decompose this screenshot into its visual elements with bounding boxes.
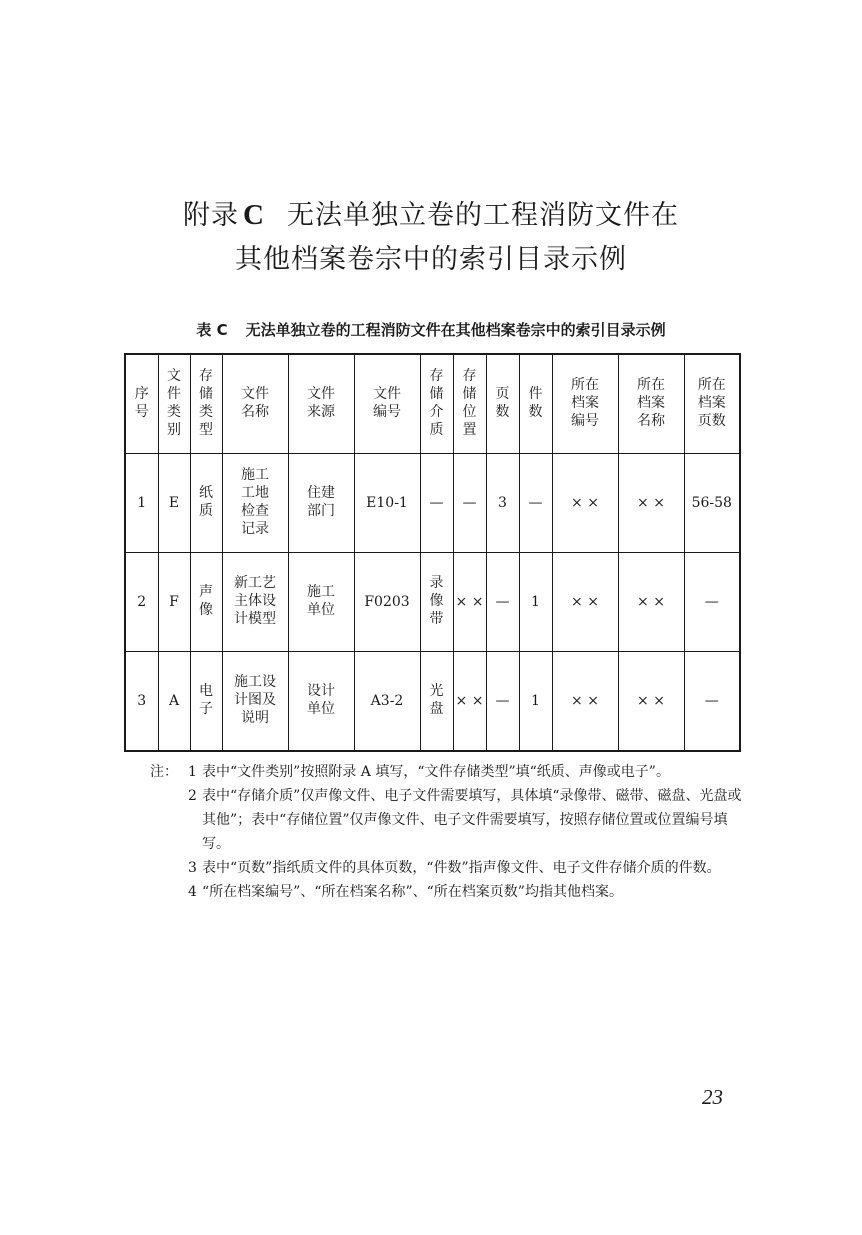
table-cell: 光盘 [420, 652, 453, 752]
table-cell: — [684, 553, 740, 652]
header-cell: 文件类别 [158, 354, 190, 454]
table-cell: — [519, 454, 552, 553]
table-cell: — [420, 454, 453, 553]
note-text: 表中“页数”指纸质文件的具体页数，“件数”指声像文件、电子文件存储介质的件数。 [202, 860, 721, 876]
table-caption [0, 319, 862, 340]
appendix-title-text: 无法单独立卷的工程消防文件在 [286, 200, 679, 231]
table-cell: E [158, 454, 190, 553]
table-notes [150, 760, 742, 904]
header-cell: 所在档案编号 [552, 354, 618, 454]
table-cell: 1 [519, 652, 552, 752]
table-cell: 设计单位 [288, 652, 354, 752]
header-cell: 文件编号 [354, 354, 420, 454]
table-cell: × × [618, 454, 684, 553]
table-cell: 声像 [190, 553, 222, 652]
note-item [150, 760, 742, 784]
table-cell: — [486, 652, 519, 752]
table-cell: × × [552, 454, 618, 553]
note-text: 表中“文件类别”按照附录 A 填写，“文件存储类型”填“纸质、声像或电子”。 [202, 764, 670, 780]
table-cell: A3-2 [354, 652, 420, 752]
table-cell: E10-1 [354, 454, 420, 553]
table-header-row [125, 354, 740, 454]
header-cell: 文件名称 [222, 354, 288, 454]
table-row [125, 652, 740, 752]
table-cell: 56-58 [684, 454, 740, 553]
table-cell: × × [552, 553, 618, 652]
table-caption-code: 表 C [196, 321, 228, 339]
index-table [124, 353, 741, 752]
table-cell: 2 [125, 553, 158, 652]
table-cell: 电子 [190, 652, 222, 752]
header-cell: 存储介质 [420, 354, 453, 454]
note-number: 3 [188, 860, 197, 876]
table-cell: × × [453, 553, 486, 652]
note-text: “所在档案编号”、“所在档案名称”、“所在档案页数”均指其他档案。 [202, 884, 623, 900]
table-cell: × × [453, 652, 486, 752]
table-cell: × × [618, 553, 684, 652]
table-caption-text: 无法单独立卷的工程消防文件在其他档案卷宗中的索引目录示例 [245, 321, 666, 339]
table-cell: 施工单位 [288, 553, 354, 652]
table-cell: × × [618, 652, 684, 752]
table-cell: F0203 [354, 553, 420, 652]
table-cell: — [486, 553, 519, 652]
table-cell: 1 [125, 454, 158, 553]
table-cell: 住建部门 [288, 454, 354, 553]
appendix-title [0, 193, 862, 282]
table-cell: 录像带 [420, 553, 453, 652]
page-number: 23 [702, 1085, 723, 1109]
note-text: 表中“存储介质”仅声像文件、电子文件需要填写，具体填“录像带、磁带、磁盘、光盘或其他”；表中“存储位置”仅声像文件、电子文件需要填写，按照存储位置或位置编号填写。 [202, 788, 742, 852]
note-item [150, 856, 742, 880]
table-cell: 3 [125, 652, 158, 752]
table-cell: 施工设计图及说明 [222, 652, 288, 752]
header-cell: 所在档案名称 [618, 354, 684, 454]
table-row [125, 553, 740, 652]
table-cell: — [453, 454, 486, 553]
header-cell: 页数 [486, 354, 519, 454]
header-cell: 所在档案页数 [684, 354, 740, 454]
note-item [150, 784, 742, 856]
note-number: 1 [188, 764, 197, 780]
appendix-code: C [243, 199, 265, 231]
table-cell: A [158, 652, 190, 752]
table-cell: 纸质 [190, 454, 222, 553]
note-number: 4 [188, 884, 197, 900]
header-cell: 件数 [519, 354, 552, 454]
table-row [125, 454, 740, 553]
note-item [150, 880, 742, 904]
table-cell: — [684, 652, 740, 752]
appendix-title-line1 [0, 193, 862, 238]
table-cell: 1 [519, 553, 552, 652]
header-cell: 存储位置 [453, 354, 486, 454]
header-cell: 文件来源 [288, 354, 354, 454]
table-cell: 3 [486, 454, 519, 553]
header-cell: 序号 [125, 354, 158, 454]
appendix-prefix: 附录 [183, 200, 240, 231]
notes-label: 注： [150, 764, 178, 780]
appendix-title-line2: 其他档案卷宗中的索引目录示例 [235, 244, 627, 275]
table-cell: 施工工地检查记录 [222, 454, 288, 553]
table-cell: × × [552, 652, 618, 752]
table-cell: 新工艺主体设计模型 [222, 553, 288, 652]
header-cell: 存储类型 [190, 354, 222, 454]
note-number: 2 [188, 788, 197, 804]
table-cell: F [158, 553, 190, 652]
